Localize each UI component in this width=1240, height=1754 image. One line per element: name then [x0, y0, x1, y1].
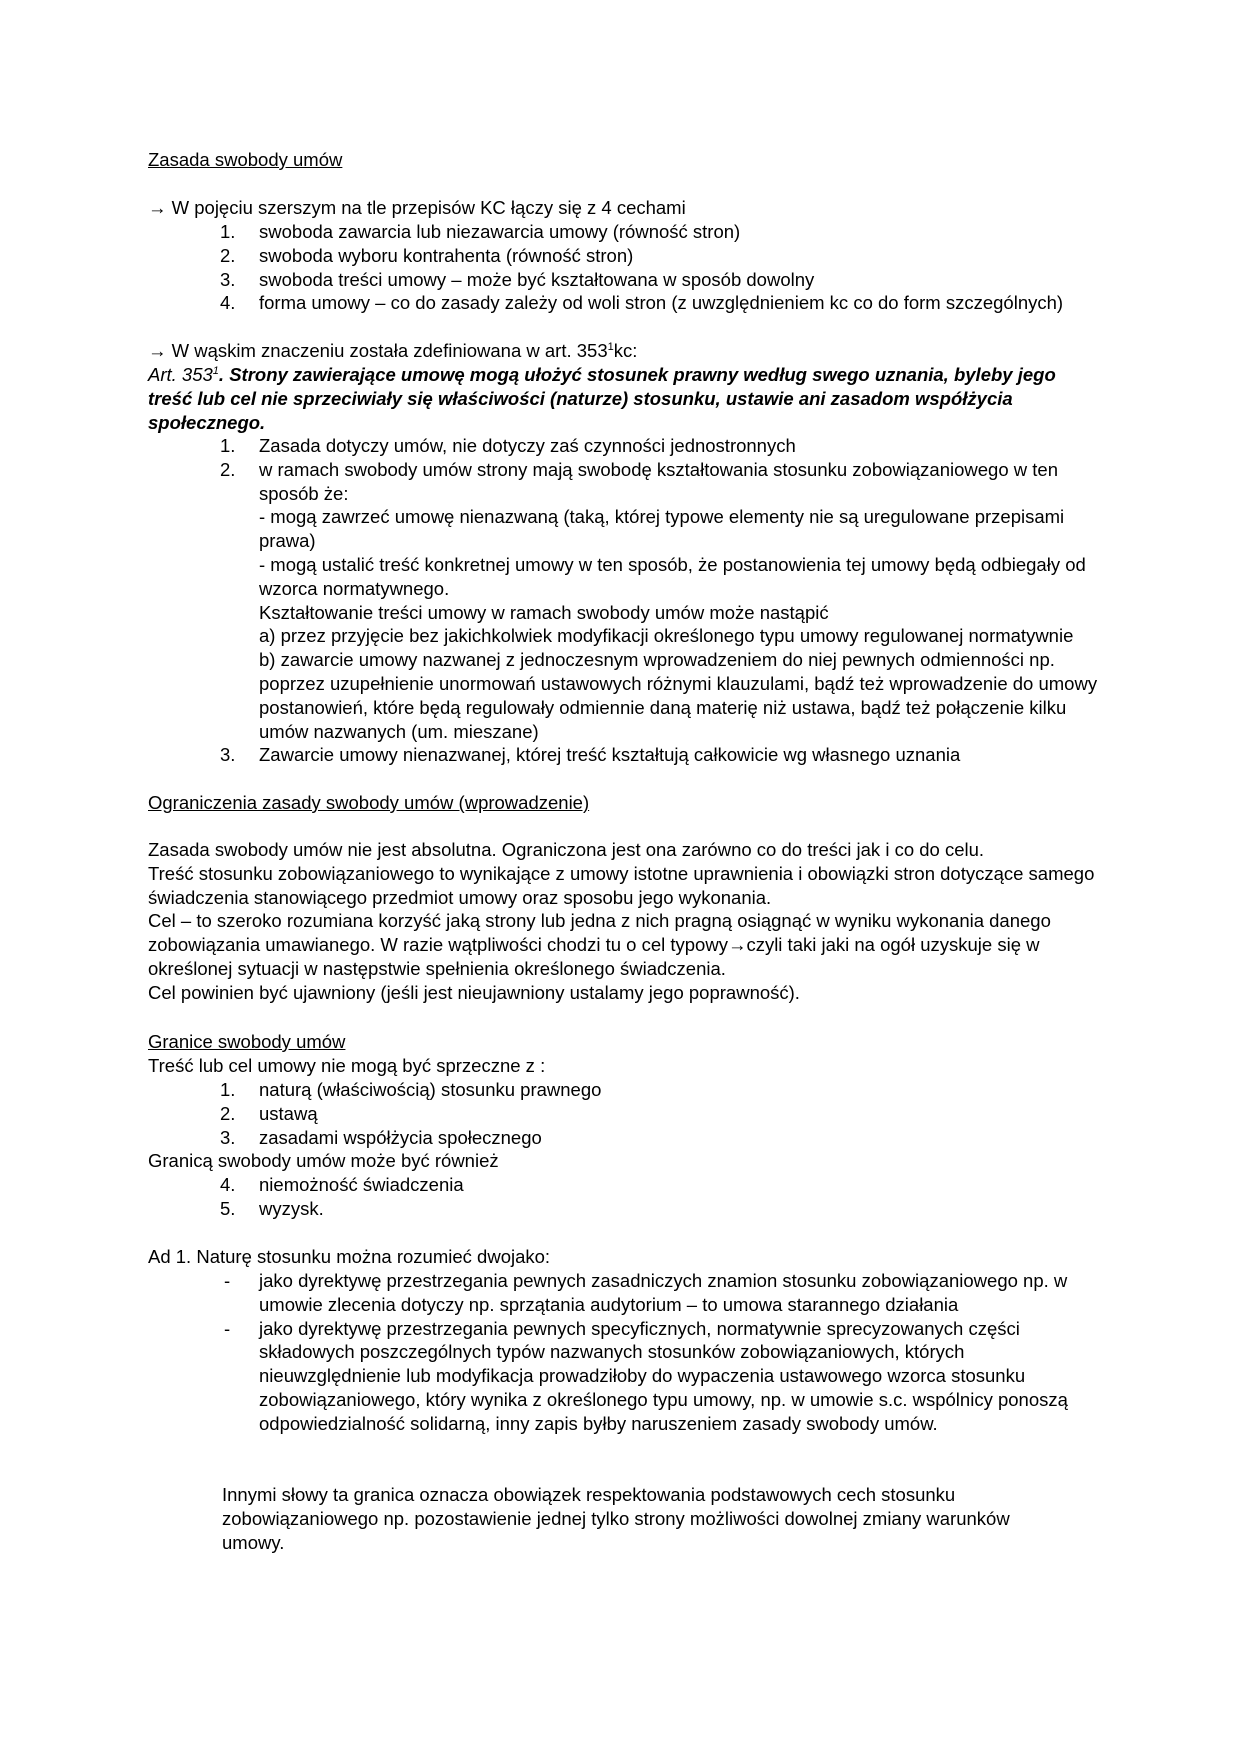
list-item: 1. naturą (właściwością) stosunku prawnego — [220, 1079, 602, 1100]
paragraph: Treść stosunku zobowiązaniowego to wynikające z umowy istotne uprawnienia i obowiązki stron dotyczące samego świadczenia stanowiącego przedmiot umowy oraz sposobu jego wykonania. — [148, 862, 1095, 908]
bounds-list — [220, 1078, 1100, 1149]
list-item: 1. swoboda zawarcia lub niezawarcia umowy (równość stron) — [220, 221, 741, 242]
nature-list — [220, 1269, 1100, 1436]
scope-list — [220, 434, 1100, 767]
list-item: - jako dyrektywę przestrzegania pewnych zasadniczych znamion stosunku zobowiązaniowego np. w umowie zlecenia dotyczy np. sprzątania audytorium – to umowa starannego działania — [224, 1270, 1068, 1315]
sub-line: a) przez przyjęcie bez jakichkolwiek modyfikacji określonego typu umowy regulowanej normatywnie — [259, 625, 1074, 647]
limits-heading: Ograniczenia zasady swobody umów (wprowadzenie) — [148, 792, 590, 813]
list-item: 4. niemożność świadczenia — [220, 1174, 464, 1195]
sub-line: - mogą ustalić treść konkretnej umowy w ten sposób, że postanowienia tej umowy będą odbiegały od wzorca normatywnego. — [259, 553, 1086, 599]
list-item: 2. ustawą — [220, 1102, 318, 1124]
list-item: 3. Zawarcie umowy nienazwanej, której treść kształtują całkowicie wg własnego uznania — [220, 744, 961, 766]
article-quote: Art. $353^1$. Strony zawierające umowę mogą ułożyć stosunek prawny według swego uznania, byleby jego treść lub cel nie sprzeciwiały się właściwości (naturze) stosunku, ustawie ani zasadom współżycia społecznego. — [148, 364, 1056, 433]
bounds-also: Granicą swobody umów może być również — [148, 1150, 499, 1171]
paragraph: Cel powinien być ujawniony (jeśli jest nieujawniony ustalamy jego poprawność). — [148, 981, 800, 1003]
list-item: 2. swoboda wyboru kontrahenta (równość stron) — [220, 244, 634, 266]
intro-line: → W pojęciu szerszym na tle przepisów KC łączy się z 4 cechami — [148, 197, 686, 218]
sub-line: - mogą zawrzeć umowę nienazwaną (taką, której typowe elementy nie są uregulowane przepisami prawa) — [259, 506, 1065, 552]
list-item: 4. forma umowy – co do zasady zależy od woli stron (z uwzględnieniem kc co do form szczególnych) — [220, 292, 1064, 314]
limits-body — [148, 838, 1098, 1005]
bounds-heading: Granice swobody umów — [148, 1031, 346, 1052]
list-item: 5. wyzysk. — [220, 1197, 324, 1219]
bounds-intro: Treść lub cel umowy nie mogą być sprzeczne z : — [148, 1055, 546, 1076]
ad1-line: Ad 1. Naturę stosunku można rozumieć dwojako: — [148, 1246, 551, 1267]
list-item: - jako dyrektywę przestrzegania pewnych specyficznych, normatywnie sprecyzowanych części składowych poszczególnych typów nazwanych stosunków zobowiązaniowych, których nieuwzględnienie lub modyfikacja prowadziłoby do wypaczenia ustawowego wzorca stosunku zobowiązaniowego, który wynika z określonego typu umowy, np. w umowie s.c. wspólnicy ponoszą odpowiedzialność solidarną, inny zapis byłby naruszeniem zasady swobody umów. — [224, 1317, 1068, 1434]
closing-paragraph: Innymi słowy ta granica oznacza obowiązek respektowania podstawowych cech stosunku zobowiązaniowego np. pozostawienie jednej tylko strony możliwości dowolnej zmiany warunków umowy. — [222, 1484, 1010, 1553]
list-item: 2. w ramach swobody umów strony mają swobodę kształtowania stosunku zobowiązaniowego w ten sposób że: - mogą zawrzeć umowę nienazwaną (taką, której typowe elementy nie są uregulowane przepisami prawa) - mogą ustalić treść konkretnej umowy w ten sposób, że postanowienia tej umowy będą odbiegały od wzorca normatywnego. Kształtowanie treści umowy w ramach swobody umów może nastąpić a) przez przyjęcie bez jakichkolwiek modyfikacji określonego typu umowy regulowanej normatywnie b) zawarcie umowy nazwanej z jednoczesnym wprowadzeniem do niej pewnych odmienności np. poprzez uzupełnienie unormowań ustawowych różnymi klauzulami, bądź też wprowadzenie do umowy postanowień, które będą regulowały odmiennie daną materię niż ustawa, bądź też połączenie kilku umów nazwanych (um. mieszane) — [220, 458, 1100, 744]
list-item: 3. swoboda treści umowy – może być kształtowana w sposób dowolny — [220, 268, 815, 290]
document-heading: Zasada swobody umów — [148, 149, 343, 170]
sub-line: b) zawarcie umowy nazwanej z jednoczesnym wprowadzeniem do niej pewnych odmienności np. poprzez uzupełnienie unormowań ustawowych różnymi klauzulami, bądź też wprowadzenie do umowy postanowień, które będą regulowały odmiennie daną materię niż ustawa, bądź też połączenie kilku umów nazwanych (um. mieszane) — [259, 649, 1098, 742]
paragraph: Cel – to szeroko rozumiana korzyść jaką strony lub jedna z nich pragną osiągnąć w wyniku wykonania danego zobowiązania umawianego. W razie wątpliwości chodzi tu o cel typowy→czyli taki jaki na ogół uzyskuje się w określonej sytuacji w następstwie spełnienia określonego świadczenia. — [148, 910, 1051, 979]
features-list — [220, 220, 1100, 315]
paragraph: Zasada swobody umów nie jest absolutna. Ograniczona jest ona zarówno co do treści jak i co do celu. — [148, 839, 985, 860]
sub-line: Kształtowanie treści umowy w ramach swobody umów może nastąpić — [259, 601, 829, 623]
bounds-list-extra — [220, 1173, 1100, 1221]
narrow-meaning-line: → W wąskim znaczeniu została zdefiniowana w art. $353^1kc$: — [148, 340, 638, 361]
list-item: 1. Zasada dotyczy umów, nie dotyczy zaś czynności jednostronnych — [220, 435, 796, 456]
list-item: 3. zasadami współżycia społecznego — [220, 1126, 542, 1148]
